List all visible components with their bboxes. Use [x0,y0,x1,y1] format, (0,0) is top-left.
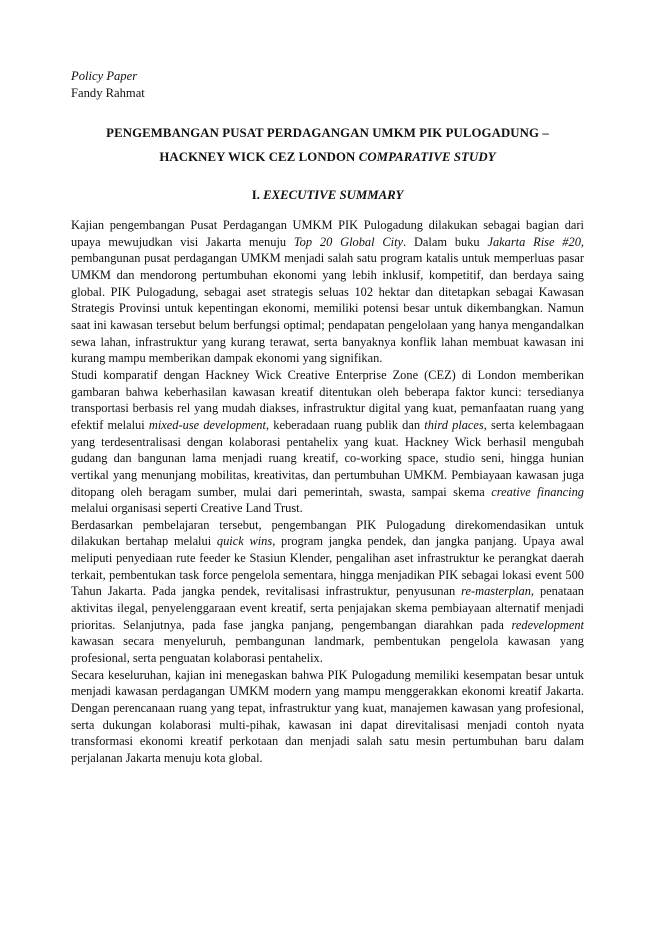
document-content [71,68,584,767]
text-run: , serta kelembagaan yang terdesentralisasi dengan kolaborasi pentahelix yang kuat. Hackney Wick berhasil mengubah gudang dan bangunan lama menjadi ruang kreatif, co-working space, studio seni, hingga hunian vertikal yang menunjang mobilitas, kreativitas, dan pertumbuhan UMKM. Pembiayaan kawasan juga ditopang oleh beragam sumber, mulai dari pemerintah, swasta, sampai skema [71,417,585,499]
italic-run: redevelopment [511,617,584,632]
italic-run: mixed-use development [148,417,266,432]
text-run: kawasan secara menyeluruh, pembangunan landmark, pembentukan pengelola kawasan yang profesional, serta penguatan kolaborasi pentahelix. [71,634,584,666]
document-title-line-1: PENGEMBANGAN PUSAT PERDAGANGAN UMKM PIK PULOGADUNG – [106,126,549,140]
text-run: Secara keseluruhan, kajian ini menegaskan bahwa PIK Pulogadung memiliki kesempatan besar untuk menjadi kawasan perdagangan UMKM modern yang mampu menggerakkan ekonomi kreatif Jakarta. Dengan perencanaan ruang yang tepat, infrastruktur yang kuat, manajemen kawasan yang profesional, serta dukungan kolaborasi multi-pihak, kawasan ini dapat direvitalisasi menjadi contoh nyata transformasi ekonomi kreatif perkotaan dan menjadi salah satu mesin pertumbuhan baru dalam perjalanan Jakarta menuju kota global. [71,667,584,765]
body-text [71,217,584,767]
paragraph-p1 [71,217,584,367]
paragraph-p4 [71,667,584,767]
italic-run: re-masterplan [461,584,531,599]
document-title [71,122,584,169]
document-kind: Policy Paper [71,69,138,83]
italic-run: creative financing [491,484,584,499]
text-run: , penataan aktivitas ilegal, penyelenggaraan event kreatif, serta penjajakan skema pembiayaan alternatif menjadi prioritas. Selanjutnya, pada fase jangka panjang, pengembangan diarahkan pada [71,584,584,632]
document-title-line-2 [71,146,584,170]
section-heading [71,187,584,203]
italic-run: Jakarta Rise #20 [487,234,581,249]
italic-run: quick wins [216,534,273,549]
paragraph-p2 [71,367,584,517]
text-run: Kajian pengembangan Pusat Perdagangan UMKM PIK Pulogadung dilakukan sebagai bagian dari upaya mewujudkan visi Jakarta menuju [71,218,584,249]
text-run: Studi komparatif dengan Hackney Wick Creative Enterprise Zone (CEZ) di London memberikan gambaran bahwa keberhasilan kawasan kreatif ditentukan oleh beberapa faktor kunci: tersedianya transportasi berbasis rel yang mudah diakses, infrastruktur digital yang kuat, pemanfaatan ruang yang efektif melalui [71,367,584,432]
text-run: , pembangunan pusat perdagangan UMKM menjadi salah satu program katalis untuk memperluas pasar UMKM dan mendorong pertumbuhan ekonomi yang lebih inklusif, kompetitif, dan berdaya saing global. PIK Pulogadung, sebagai aset strategis seluas 102 hektar dan ditetapkan sebagai Kawasan Strategis Provinsi untuk kepentingan ekonomi, memiliki potensi besar untuk dikembangkan. Namun saat ini kawasan tersebut belum berfungsi optimal; pendapatan pengelolaan yang hanya mengandalkan sewa lahan, infrastruktur yang kurang terawat, serta banyaknya konflik lahan membuat kawasan ini kurang mampu memberikan dampak ekonomi yang signifikan. [71,234,584,366]
text-run: , keberadaan ruang publik dan [265,417,425,432]
paragraph-p3 [71,517,584,667]
text-run: . Dalam buku [403,234,488,249]
section-heading-label: EXECUTIVE SUMMARY [263,188,404,202]
document-title-line-2-plain: HACKNEY WICK CEZ LONDON [159,149,359,164]
text-run: melalui organisasi seperti Creative Land Trust. [71,501,303,516]
document-title-line-2-italic: COMPARATIVE STUDY [358,149,496,164]
author-name: Fandy Rahmat [71,86,145,100]
italic-run: Top 20 Global City [293,234,404,249]
text-run: Berdasarkan pembelajaran tersebut, pengembangan PIK Pulogadung direkomendasikan untuk dilakukan bertahap melalui [71,517,584,549]
byline [71,68,584,102]
text-run: , program jangka pendek, dan jangka panjang. Upaya awal meliputi penyediaan rute feeder ke Stasiun Klender, pengalihan aset infrastruktur ke perangkat daerah terkait, pembentukan task force pengelola sementara, hingga menjadikan PIK sebagai lokasi event 500 Tahun Jakarta. Pada jangka pendek, revitalisasi infrastruktur, penyusunan [71,534,585,599]
section-number: I. [251,188,260,202]
italic-run: third places [424,417,484,432]
